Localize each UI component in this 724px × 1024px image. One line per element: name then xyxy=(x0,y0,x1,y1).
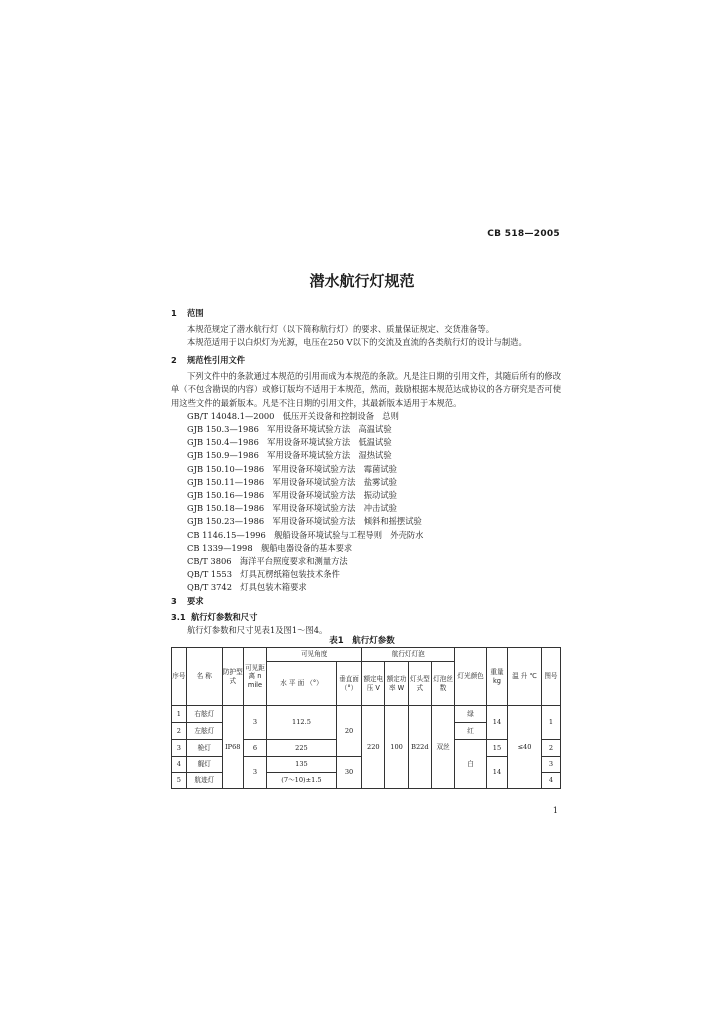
reference-title: 军用设备环境试验方法 霉菌试验 xyxy=(272,463,397,474)
cell-power: 100 xyxy=(385,706,408,789)
section-2-heading xyxy=(171,354,561,367)
reference-code: GJB 150.10—1986 xyxy=(187,463,265,474)
cell-weight: 14 xyxy=(486,706,507,740)
reference-item xyxy=(171,542,561,555)
cell-horizontal: 225 xyxy=(267,740,337,757)
reference-title: 灯具瓦楞纸箱包装技术条件 xyxy=(240,569,340,580)
reference-list xyxy=(171,410,561,595)
reference-title: 舰船电器设备的基本要求 xyxy=(260,542,353,553)
cell-color: 红 xyxy=(455,723,487,740)
reference-title: 军用设备环境试验方法 振动试验 xyxy=(272,490,397,501)
reference-title: 低压开关设备和控制设备 总则 xyxy=(282,410,399,421)
page-number: 1 xyxy=(552,806,558,815)
cell-ip: IP68 xyxy=(222,706,243,789)
cell-name: 艉灯 xyxy=(186,757,222,773)
header-angle-group: 可见角度 xyxy=(267,648,362,662)
standard-number: CB 518—2005 xyxy=(487,229,560,239)
cell-figure: 3 xyxy=(541,757,560,773)
cell-base: B22d xyxy=(408,706,431,789)
cell-weight: 14 xyxy=(486,757,507,789)
reference-code: CB 1339—1998 xyxy=(187,542,253,553)
reference-code: CB 1146.15—1996 xyxy=(187,529,266,540)
section-title: 规范性引用文件 xyxy=(187,355,246,365)
section-number: 1 xyxy=(171,308,177,318)
reference-item xyxy=(171,529,561,542)
table-row xyxy=(172,706,561,723)
reference-item xyxy=(171,449,561,462)
header-color: 灯光颜色 xyxy=(455,648,487,706)
reference-item xyxy=(171,568,561,581)
reference-code: GJB 150.3—1986 xyxy=(187,424,259,435)
navigation-light-parameters-table xyxy=(171,647,561,789)
reference-title: 军用设备环境试验方法 冲击试验 xyxy=(272,503,397,514)
cell-horizontal: 112.5 xyxy=(267,706,337,740)
reference-item xyxy=(171,463,561,476)
cell-name: 桅灯 xyxy=(186,740,222,757)
cell-color: 白 xyxy=(455,740,487,789)
cell-figure: 2 xyxy=(541,740,560,757)
reference-item xyxy=(171,581,561,594)
paragraph: 本规范适用于以白炽灯为光源，电压在250 V以下的交流及直流的各类航行灯的设计与制造。 xyxy=(187,337,527,348)
header-power: 额定功率 W xyxy=(385,662,408,706)
cell-horizontal: 135 xyxy=(267,757,337,773)
section-3-1-heading xyxy=(171,611,561,624)
cell-range: 6 xyxy=(243,740,266,757)
header-name: 名 称 xyxy=(186,648,222,706)
section-3 xyxy=(171,595,561,638)
header-vertical: 垂直面 （°） xyxy=(336,662,361,706)
cell-filament: 双丝 xyxy=(431,706,454,789)
reference-code: CB/T 3806 xyxy=(187,556,232,567)
header-base: 灯头型式 xyxy=(408,662,431,706)
reference-item xyxy=(171,436,561,449)
header-voltage: 额定电压 V xyxy=(362,662,385,706)
section-2 xyxy=(171,354,561,595)
table-caption: 表1 航行灯参数 xyxy=(329,636,395,646)
cell-weight: 15 xyxy=(486,740,507,757)
header-seq: 序号 xyxy=(172,648,187,706)
header-filament: 灯泡丝数 xyxy=(431,662,454,706)
header-figure: 图号 xyxy=(541,648,560,706)
paragraph: 下列文件中的条款通过本规范的引用而成为本规范的条款。凡是注日期的引用文件，其随后所有的修改单（不包含勘误的内容）或修订版均不适用于本规范，然而，鼓励根据本规范达成协议的各方研究是否可使用这些文件的最新版本。凡是不注日期的引用文件，其最新版本适用于本规范。 xyxy=(171,371,561,408)
header-ip: 防护型式 xyxy=(222,648,243,706)
reference-code: GJB 150.18—1986 xyxy=(187,503,265,514)
reference-item xyxy=(171,410,561,423)
reference-title: 军用设备环境试验方法 低温试验 xyxy=(267,437,392,448)
reference-code: GJB 150.9—1986 xyxy=(187,450,259,461)
section-number: 3.1 xyxy=(171,612,186,623)
reference-code: GJB 150.4—1986 xyxy=(187,437,259,448)
cell-name: 航迹灯 xyxy=(186,773,222,789)
cell-color: 绿 xyxy=(455,706,487,723)
reference-item xyxy=(171,489,561,502)
header-weight: 重量 kg xyxy=(486,648,507,706)
cell-horizontal: (7～10)±1.5 xyxy=(267,773,337,789)
header-horizontal: 水 平 面 （°） xyxy=(267,662,337,706)
reference-code: QB/T 3742 xyxy=(187,582,232,593)
cell-range: 3 xyxy=(243,757,266,789)
reference-code: GJB 150.16—1986 xyxy=(187,490,265,501)
paragraph: 航行灯参数和尺寸见表1及图1～图4。 xyxy=(187,625,328,636)
section-1-heading xyxy=(171,307,561,320)
cell-voltage: 220 xyxy=(362,706,385,789)
reference-title: 舰船设备环境试验与工程导则 外壳防水 xyxy=(274,529,424,540)
section-number: 3 xyxy=(171,596,177,606)
cell-vertical: 20 xyxy=(336,706,361,757)
cell-range: 3 xyxy=(243,706,266,740)
paragraph: 本规范规定了潜水航行灯（以下简称航行灯）的要求、质量保证规定、交货准备等。 xyxy=(187,324,494,335)
reference-title: 军用设备环境试验方法 盐雾试验 xyxy=(272,476,397,487)
reference-title: 军用设备环境试验方法 湿热试验 xyxy=(267,450,392,461)
document-title: 潜水航行灯规范 xyxy=(309,272,415,290)
reference-item xyxy=(171,515,561,528)
section-title: 要求 xyxy=(187,596,204,606)
reference-item xyxy=(171,555,561,568)
cell-name: 右舷灯 xyxy=(186,706,222,723)
section-title: 范围 xyxy=(187,308,204,318)
cell-figure: 4 xyxy=(541,773,560,789)
cell-seq: 4 xyxy=(172,757,187,773)
section-3-heading xyxy=(171,595,561,608)
section-number: 2 xyxy=(171,355,177,365)
cell-name: 左舷灯 xyxy=(186,723,222,740)
cell-temp: ≤40 xyxy=(508,706,542,789)
reference-title: 灯具包装木箱要求 xyxy=(240,582,307,593)
reference-item xyxy=(171,502,561,515)
header-lamp-group: 航行灯灯泡 xyxy=(362,648,455,662)
cell-seq: 1 xyxy=(172,706,187,723)
header-temp: 温 升 ℃ xyxy=(508,648,542,706)
reference-item xyxy=(171,423,561,436)
section-title: 航行灯参数和尺寸 xyxy=(191,612,258,623)
reference-code: GJB 150.11—1986 xyxy=(187,476,265,487)
cell-seq: 2 xyxy=(172,723,187,740)
cell-vertical: 30 xyxy=(336,757,361,789)
reference-item xyxy=(171,476,561,489)
reference-code: QB/T 1553 xyxy=(187,569,232,580)
cell-figure: 1 xyxy=(541,706,560,740)
cell-seq: 3 xyxy=(172,740,187,757)
reference-title: 军用设备环境试验方法 高温试验 xyxy=(267,424,392,435)
section-1 xyxy=(171,307,561,350)
reference-code: GB/T 14048.1—2000 xyxy=(187,410,275,421)
reference-title: 军用设备环境试验方法 倾斜和摇摆试验 xyxy=(272,516,422,527)
header-range: 可见距离 n mile xyxy=(243,648,266,706)
reference-title: 海洋平台照度要求和测量方法 xyxy=(239,556,348,567)
cell-seq: 5 xyxy=(172,773,187,789)
reference-code: GJB 150.23—1986 xyxy=(187,516,265,527)
